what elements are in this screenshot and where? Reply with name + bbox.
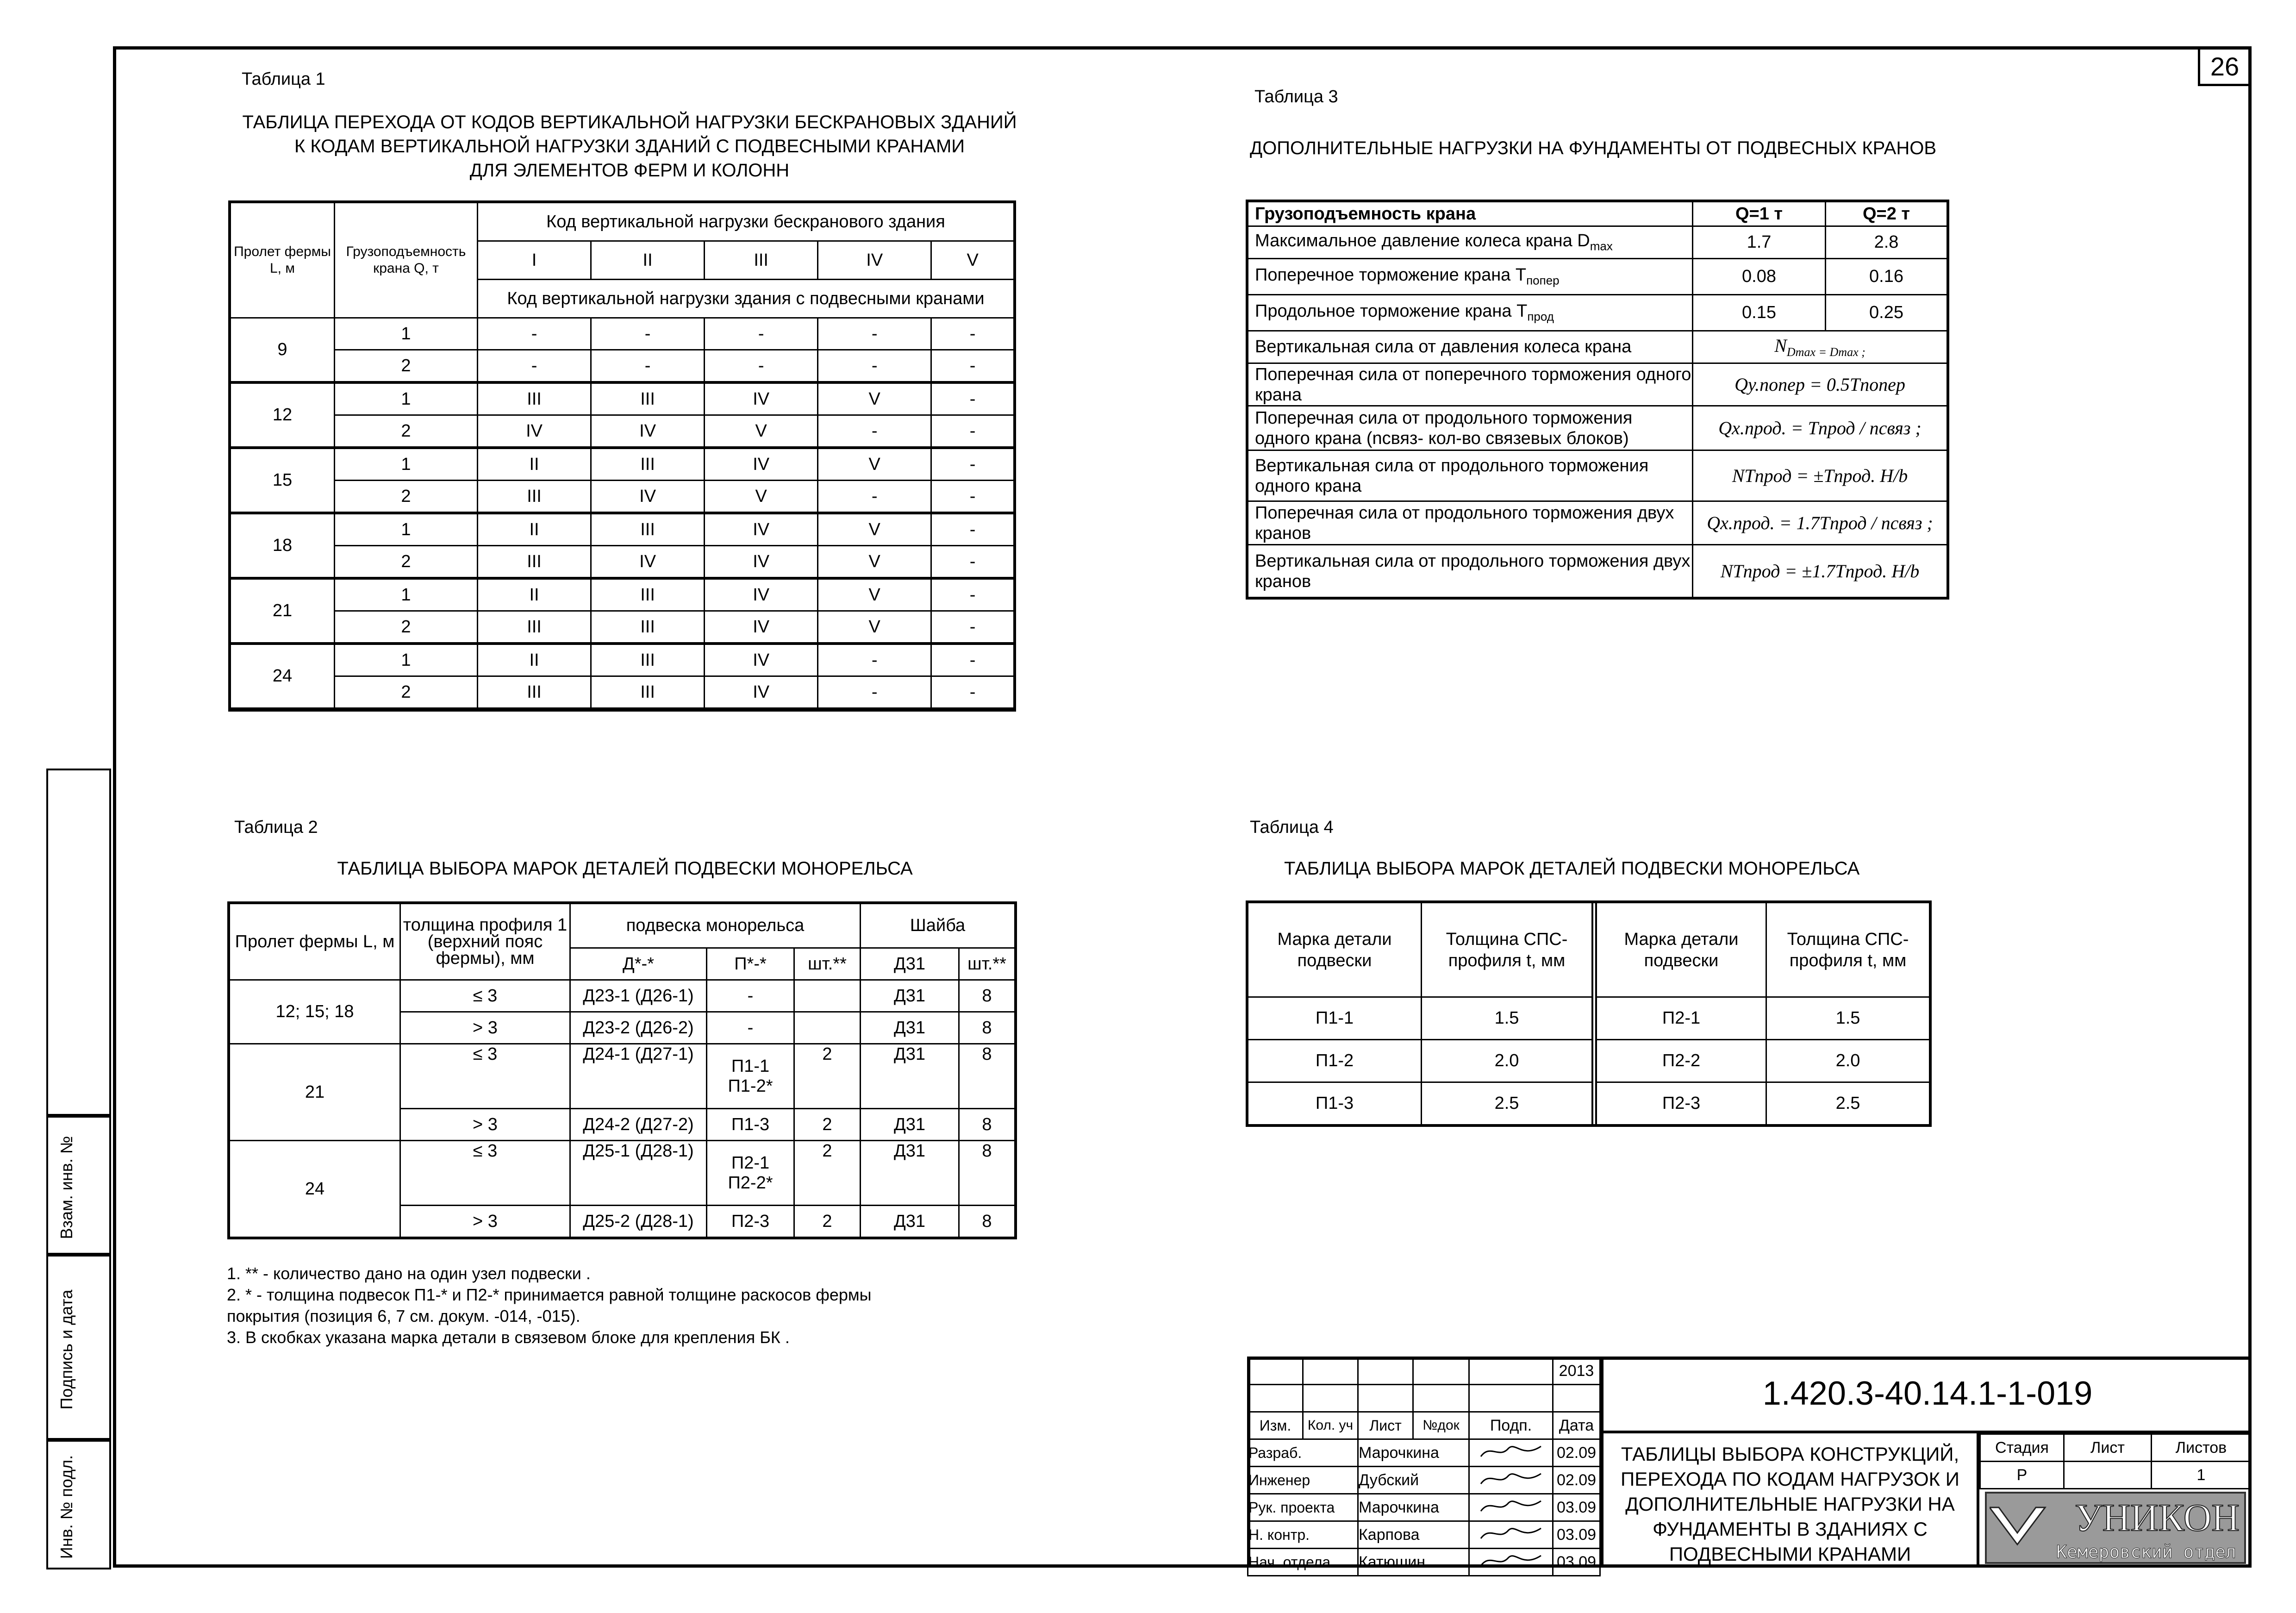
- table1-code: III: [478, 611, 591, 644]
- table2-p: [707, 1141, 794, 1206]
- table2-col-washer: Шайба: [861, 904, 1015, 948]
- table1-code: -: [931, 318, 1014, 350]
- logo-chevron-icon: [1990, 1498, 2064, 1554]
- stamp-date: 03.09: [1553, 1521, 1600, 1549]
- table-row: [231, 382, 1014, 415]
- stamp-left: [1247, 1357, 1601, 1576]
- table1-code: IV: [705, 448, 818, 481]
- table1-code: -: [931, 644, 1014, 676]
- table4-cell: П1-3: [1248, 1082, 1422, 1125]
- row-sub: прод: [1527, 309, 1554, 324]
- table2-col-suspension: подвеска монорельса: [570, 904, 861, 948]
- table2-span: 12; 15; 18: [230, 980, 400, 1044]
- table1-code: V: [818, 578, 931, 611]
- table2-wq: 8: [959, 1206, 1015, 1238]
- table1-code-col: IV: [818, 241, 931, 280]
- table3: [1247, 201, 1948, 598]
- table1-code: V: [705, 415, 818, 448]
- table1-code: III: [591, 448, 705, 481]
- table2-thk: > 3: [400, 1012, 570, 1044]
- table1-code-col: II: [591, 241, 705, 280]
- table2-p: -: [707, 980, 794, 1012]
- table2-wq: 8: [959, 1109, 1015, 1141]
- table1-code: III: [591, 513, 705, 546]
- table-row: [231, 676, 1014, 709]
- table2-p: -: [707, 1012, 794, 1044]
- table1-code: III: [591, 611, 705, 644]
- table1-code: V: [818, 513, 931, 546]
- table2-span: 24: [230, 1141, 400, 1238]
- p-line: П1-2*: [728, 1076, 773, 1096]
- table1-title: [222, 110, 1037, 182]
- stamp-role: Рук. проекта: [1248, 1494, 1358, 1521]
- table-row: [231, 350, 1014, 383]
- table1-capacity: 1: [335, 382, 478, 415]
- table1-code: II: [478, 578, 591, 611]
- table1-col-span: Пролет фермы L, м: [231, 203, 335, 318]
- table3-q2: 2.8: [1826, 226, 1947, 259]
- table2-col-thickness: толщина профиля 1 (верхний пояс фермы), мм: [400, 904, 570, 980]
- table2-w: Д31: [861, 1044, 959, 1109]
- table1-code: IV: [478, 415, 591, 448]
- table3-label: Таблица 3: [1254, 87, 1338, 106]
- stamp-date: 02.09: [1553, 1439, 1600, 1467]
- table3-formula: NTпрод = ±Tпрод. H/b: [1693, 450, 1947, 501]
- table1-code: III: [478, 382, 591, 415]
- table2-span: 21: [230, 1044, 400, 1141]
- table1-capacity: 2: [335, 415, 478, 448]
- side-cell-inv: [46, 1440, 111, 1569]
- stage-val: Р: [1980, 1462, 2064, 1489]
- signature-icon: [1476, 1523, 1546, 1543]
- table3-formula: Qу.попер = 0.5Tпопер: [1693, 363, 1947, 406]
- stamp-person-row: [1248, 1549, 1600, 1576]
- table1-code: -: [818, 318, 931, 350]
- table1-code: -: [931, 481, 1014, 513]
- stamp-head: Подп.: [1469, 1412, 1553, 1439]
- table1-code: V: [818, 611, 931, 644]
- doc-title-line: ФУНДАМЕНТЫ В ЗДАНИЯХ С: [1653, 1518, 1928, 1540]
- table3-title: ДОПОЛНИТЕЛЬНЫЕ НАГРУЗКИ НА ФУНДАМЕНТЫ ОТ ПОДВЕСНЫХ КРАНОВ: [1250, 138, 1937, 158]
- table3-row-name: [1248, 259, 1693, 295]
- table1-code: III: [591, 676, 705, 709]
- table1-capacity: 1: [335, 318, 478, 350]
- table1-code: -: [478, 318, 591, 350]
- table3-formula-name: Поперечная сила от поперечного торможения одного крана: [1248, 363, 1693, 406]
- table2-qty: 2: [794, 1109, 861, 1141]
- side-cell-replace: [46, 1116, 111, 1255]
- table1-code: -: [818, 481, 931, 513]
- table1-span: 12: [231, 382, 335, 448]
- table4-cell: 2.5: [1422, 1082, 1595, 1125]
- p-line: П2-2*: [728, 1173, 773, 1193]
- table1-capacity: 2: [335, 611, 478, 644]
- table-row: [231, 578, 1014, 611]
- signature-stroke: [1481, 1446, 1541, 1457]
- table1-code: IV: [705, 676, 818, 709]
- stamp-date: 03.09: [1553, 1494, 1600, 1521]
- table2-sub-qty: шт.**: [794, 948, 861, 980]
- table1-code: -: [931, 676, 1014, 709]
- stamp-date: 02.09: [1553, 1467, 1600, 1494]
- table1-code-subheader: Код вертикальной нагрузки здания с подвесными кранами: [478, 280, 1014, 318]
- table-row: [231, 644, 1014, 676]
- table4-cell: 2.0: [1766, 1040, 1930, 1082]
- table4-header: Марка детали подвески: [1594, 903, 1766, 997]
- table3-formula: $N_{Dmax = Dmax ;}$: [1693, 331, 1947, 363]
- table1-capacity: 1: [335, 578, 478, 611]
- row-text: Максимальное давление колеса крана D: [1255, 231, 1590, 251]
- table3-q1: 0.15: [1693, 295, 1826, 331]
- table1-code: -: [931, 578, 1014, 611]
- stamp-year: 2013: [1553, 1357, 1600, 1385]
- table2-d: Д25-1 (Д28-1): [570, 1141, 707, 1206]
- table1-code: -: [705, 318, 818, 350]
- table1-code: II: [478, 513, 591, 546]
- stage-table: [1979, 1433, 2252, 1489]
- table2-wq: 8: [959, 1044, 1015, 1109]
- table1-code: IV: [591, 481, 705, 513]
- table1-code: IV: [591, 546, 705, 579]
- table1-code: IV: [705, 611, 818, 644]
- table2-title: ТАБЛИЦА ВЫБОРА МАРОК ДЕТАЛЕЙ ПОДВЕСКИ МОНОРЕЛЬСА: [337, 858, 913, 879]
- table2-d: Д25-2 (Д28-1): [570, 1206, 707, 1238]
- doc-title-line: ДОПОЛНИТЕЛЬНЫЕ НАГРУЗКИ НА: [1625, 1493, 1955, 1515]
- table1-code-header: Код вертикальной нагрузки бескранового здания: [478, 203, 1014, 241]
- table1-code: V: [705, 481, 818, 513]
- stage-head: Листов: [2152, 1434, 2251, 1462]
- table-row: [231, 318, 1014, 350]
- note-line: 2. * - толщина подвесок П1-* и П2-* принимается равной толщине раскосов фермы: [227, 1285, 872, 1304]
- doc-code: 1.420.3-40.14.1-1-019: [1601, 1357, 2252, 1433]
- table1-span: 15: [231, 448, 335, 513]
- stage-val: 1: [2152, 1462, 2251, 1489]
- table1-capacity: 2: [335, 481, 478, 513]
- table1-code: -: [591, 350, 705, 383]
- formula-text: Dmax = Dmax ;: [1786, 345, 1866, 359]
- table1-capacity: 2: [335, 676, 478, 709]
- table1-code: IV: [705, 644, 818, 676]
- stamp-head: Изм.: [1248, 1412, 1303, 1439]
- doc-title-line: ТАБЛИЦЫ ВЫБОРА КОНСТРУКЦИЙ,: [1621, 1443, 1959, 1465]
- table4-title: ТАБЛИЦА ВЫБОРА МАРОК ДЕТАЛЕЙ ПОДВЕСКИ МОНОРЕЛЬСА: [1284, 858, 1860, 879]
- table2-p: [707, 1044, 794, 1109]
- sheet-number: 26: [2198, 46, 2252, 86]
- table4: [1247, 902, 1930, 1125]
- stamp-person-row: [1248, 1467, 1600, 1494]
- p-line: П2-1: [731, 1153, 770, 1173]
- stamp-head: Лист: [1358, 1412, 1413, 1439]
- table2-sub-d31: Д31: [861, 948, 959, 980]
- table2-p: П2-3: [707, 1206, 794, 1238]
- table3-formula: Qх.прод. = 1.7Tпрод / nсвяз ;: [1693, 501, 1947, 545]
- table1-span: 24: [231, 644, 335, 709]
- table2-thk: > 3: [400, 1109, 570, 1141]
- table3-formula-name: Поперечная сила от продольного торможения двух кранов: [1248, 501, 1693, 545]
- signature-stroke: [1481, 1501, 1541, 1511]
- table4-cell: П1-2: [1248, 1040, 1422, 1082]
- table4-cell: П2-3: [1594, 1082, 1766, 1125]
- table2-qty: 2: [794, 1206, 861, 1238]
- table2-w: Д31: [861, 1206, 959, 1238]
- stamp-signature: [1469, 1494, 1553, 1521]
- table1-capacity: 1: [335, 644, 478, 676]
- table2-sub-qty2: шт.**: [959, 948, 1015, 980]
- table1-body: [231, 318, 1014, 709]
- table2-d: Д24-1 (Д27-1): [570, 1044, 707, 1109]
- table2-qty: 2: [794, 1141, 861, 1206]
- table2-sub-d: Д*-*: [570, 948, 707, 980]
- table1-col-capacity: Грузоподъемность крана Q, т: [335, 203, 478, 318]
- table1-code: -: [818, 644, 931, 676]
- side-strip-empty: [46, 769, 111, 1116]
- table1-title-line: ТАБЛИЦА ПЕРЕХОДА ОТ КОДОВ ВЕРТИКАЛЬНОЙ НАГРУЗКИ БЕСКРАНОВЫХ ЗДАНИЙ: [242, 112, 1017, 132]
- table1-code-col: III: [705, 241, 818, 280]
- side-cell-sign: [46, 1255, 111, 1440]
- table2-qty: [794, 980, 861, 1012]
- table1-code-col: V: [931, 241, 1014, 280]
- table2-d: Д23-2 (Д26-2): [570, 1012, 707, 1044]
- stamp-name: Дубский: [1358, 1467, 1469, 1494]
- table2-w: Д31: [861, 1141, 959, 1206]
- table-row: [231, 513, 1014, 546]
- stamp-signature: [1469, 1549, 1553, 1576]
- stage-val: [2064, 1462, 2152, 1489]
- table1-code: III: [591, 382, 705, 415]
- table1-code: -: [931, 611, 1014, 644]
- row-text: Поперечное торможение крана T: [1255, 265, 1527, 285]
- table2-thk: ≤ 3: [400, 1141, 570, 1206]
- table3-q1: 1.7: [1693, 226, 1826, 259]
- table1-code: II: [478, 448, 591, 481]
- stage-head: Лист: [2064, 1434, 2152, 1462]
- signature-stroke: [1481, 1474, 1541, 1484]
- table1-code: IV: [705, 578, 818, 611]
- table1-code: -: [931, 513, 1014, 546]
- stage-head: Стадия: [1980, 1434, 2064, 1462]
- table2-w: Д31: [861, 1012, 959, 1044]
- table4-cell: 1.5: [1422, 997, 1595, 1040]
- table4-cell: П2-2: [1594, 1040, 1766, 1082]
- stamp-person-row: [1248, 1494, 1600, 1521]
- table1-code: -: [818, 676, 931, 709]
- table2-w: Д31: [861, 1109, 959, 1141]
- signature-icon: [1476, 1441, 1546, 1461]
- table1-code: III: [591, 644, 705, 676]
- table1-code: IV: [591, 415, 705, 448]
- doc-title-line: ПЕРЕХОДА ПО КОДАМ НАГРУЗОК И: [1621, 1468, 1959, 1490]
- table1-code: V: [818, 382, 931, 415]
- table3-header-q2: Q=2 т: [1826, 202, 1947, 226]
- table4-header: Марка детали подвески: [1248, 903, 1422, 997]
- signature-icon: [1476, 1495, 1546, 1516]
- stamp-person-row: [1248, 1521, 1600, 1549]
- table2-thk: ≤ 3: [400, 980, 570, 1012]
- table3-formula-name: Поперечная сила от продольного торможения одного крана (nсвяз- кол-во связевых блоков): [1248, 406, 1693, 450]
- table1-span: 18: [231, 513, 335, 578]
- table4-cell: 1.5: [1766, 997, 1930, 1040]
- table1-code: -: [931, 350, 1014, 383]
- stamp-head: Кол. уч: [1303, 1412, 1358, 1439]
- table3-formula-name: Вертикальная сила от продольного торможения одного крана: [1248, 450, 1693, 501]
- table3-header-q1: Q=1 т: [1693, 202, 1826, 226]
- row-sub: попер: [1526, 273, 1560, 288]
- row-text: Продольное торможение крана T: [1255, 301, 1528, 321]
- doc-title-line: ПОДВЕСНЫМИ КРАНАМИ: [1669, 1543, 1911, 1565]
- table1-code-col: I: [478, 241, 591, 280]
- note-line: 1. ** - количество дано на один узел подвески .: [227, 1264, 591, 1283]
- table1-code: -: [818, 350, 931, 383]
- doc-title: [1601, 1433, 1979, 1568]
- signature-stroke: [1481, 1556, 1541, 1566]
- side-label: Инв. № подл.: [57, 1455, 76, 1559]
- stamp-signature: [1469, 1439, 1553, 1467]
- table1-code: III: [591, 578, 705, 611]
- stamp-role: Н. контр.: [1248, 1521, 1358, 1549]
- table2-notes: [227, 1263, 1060, 1348]
- table1-code: -: [478, 350, 591, 383]
- table4-label: Таблица 4: [1250, 818, 1334, 837]
- org-sub: Кемеровский отдел: [2056, 1542, 2236, 1562]
- stamp-name: Марочкина: [1358, 1494, 1469, 1521]
- table2-p: П1-3: [707, 1109, 794, 1141]
- stamp-head: Дата: [1553, 1412, 1600, 1439]
- table2-w: Д31: [861, 980, 959, 1012]
- table1-capacity: 2: [335, 350, 478, 383]
- table3-formula: NTпрод = ±1.7Tпрод. H/b: [1693, 545, 1947, 598]
- table-row: [231, 415, 1014, 448]
- table2-sub-p: П*-*: [707, 948, 794, 980]
- table3-q2: 0.16: [1826, 259, 1947, 295]
- table1-code: IV: [705, 546, 818, 579]
- signature-icon: [1476, 1550, 1546, 1570]
- table1-code: -: [931, 382, 1014, 415]
- table3-row-name: [1248, 226, 1693, 259]
- table1-code: -: [931, 448, 1014, 481]
- org-logo: [1985, 1492, 2246, 1564]
- table4-cell: П2-1: [1594, 997, 1766, 1040]
- table2-qty: [794, 1012, 861, 1044]
- table4-header: Толщина СПС-профиля t, мм: [1422, 903, 1595, 997]
- stamp-role: Нач. отдела: [1248, 1549, 1358, 1576]
- table3-formula: Qх.прод. = Tпрод / nсвяз ;: [1693, 406, 1947, 450]
- table1-code: IV: [705, 513, 818, 546]
- table2-wq: 8: [959, 1141, 1015, 1206]
- table1-code: IV: [705, 382, 818, 415]
- stamp-name: Марочкина: [1358, 1439, 1469, 1467]
- table1-label: Таблица 1: [242, 69, 325, 89]
- table4-cell: 2.5: [1766, 1082, 1930, 1125]
- side-label: Взам. инв. №: [57, 1136, 76, 1239]
- table1-code: -: [591, 318, 705, 350]
- table1: [230, 202, 1015, 710]
- table2-d: Д23-1 (Д26-1): [570, 980, 707, 1012]
- table4-cell: 2.0: [1422, 1040, 1595, 1082]
- signature-stroke: [1481, 1528, 1541, 1538]
- table1-code: III: [478, 546, 591, 579]
- stamp-people: [1248, 1439, 1600, 1576]
- stamp-role: Инженер: [1248, 1467, 1358, 1494]
- stamp-signature: [1469, 1521, 1553, 1549]
- stamp-name: Карпова: [1358, 1521, 1469, 1549]
- table3-header-capacity: Грузоподъемность крана: [1248, 202, 1693, 226]
- table1-title-line: К КОДАМ ВЕРТИКАЛЬНОЙ НАГРУЗКИ ЗДАНИЙ С ПОДВЕСНЫМИ КРАНАМИ: [294, 136, 965, 156]
- stamp-person-row: [1248, 1439, 1600, 1467]
- table3-formula-name: Вертикальная сила от давления колеса крана: [1248, 331, 1693, 363]
- note-line: 3. В скобках указана марка детали в связевом блоке для крепления БК .: [227, 1328, 790, 1347]
- table3-q2: 0.25: [1826, 295, 1947, 331]
- table2-label: Таблица 2: [234, 818, 318, 837]
- table1-code: III: [478, 481, 591, 513]
- org-name: УНИКОН: [2075, 1496, 2240, 1539]
- table-row: [231, 448, 1014, 481]
- table1-span: 9: [231, 318, 335, 383]
- table2-d: Д24-2 (Д27-2): [570, 1109, 707, 1141]
- table3-q1: 0.08: [1693, 259, 1826, 295]
- stamp-role: Разраб.: [1248, 1439, 1358, 1467]
- table-row: [231, 481, 1014, 513]
- table1-capacity: 2: [335, 546, 478, 579]
- table1-code: -: [818, 415, 931, 448]
- table2: [229, 903, 1016, 1238]
- table4-header: Толщина СПС-профиля t, мм: [1766, 903, 1930, 997]
- p-line: П1-1: [731, 1056, 770, 1076]
- table1-code: III: [478, 676, 591, 709]
- table1-code: -: [705, 350, 818, 383]
- table3-formula-name: Вертикальная сила от продольного торможения двух кранов: [1248, 545, 1693, 598]
- table3-row-name: [1248, 295, 1693, 331]
- table1-span: 21: [231, 578, 335, 644]
- table2-qty: 2: [794, 1044, 861, 1109]
- row-sub: max: [1590, 239, 1613, 253]
- table1-code: II: [478, 644, 591, 676]
- table1-code: -: [931, 415, 1014, 448]
- note-line: покрытия (позиция 6, 7 см. докум. -014, -015).: [227, 1307, 580, 1325]
- table4-cell: П1-1: [1248, 997, 1422, 1040]
- table1-code: V: [818, 448, 931, 481]
- stamp-name: Катюшин: [1358, 1549, 1469, 1576]
- table2-thk: > 3: [400, 1206, 570, 1238]
- table1-capacity: 1: [335, 513, 478, 546]
- table1-title-line: ДЛЯ ЭЛЕМЕНТОВ ФЕРМ И КОЛОНН: [469, 160, 790, 181]
- signature-icon: [1476, 1468, 1546, 1488]
- table-row: [231, 611, 1014, 644]
- table-row: [231, 546, 1014, 579]
- table1-code: -: [931, 546, 1014, 579]
- stamp-signature: [1469, 1467, 1553, 1494]
- table2-thk: ≤ 3: [400, 1044, 570, 1109]
- table1-capacity: 1: [335, 448, 478, 481]
- table2-col-span: Пролет фермы L, м: [230, 904, 400, 980]
- table2-wq: 8: [959, 1012, 1015, 1044]
- table2-wq: 8: [959, 980, 1015, 1012]
- stamp-date: 03.09: [1553, 1549, 1600, 1576]
- stamp-head: №док: [1413, 1412, 1469, 1439]
- side-label: Подпись и дата: [57, 1289, 76, 1410]
- table1-code: V: [818, 546, 931, 579]
